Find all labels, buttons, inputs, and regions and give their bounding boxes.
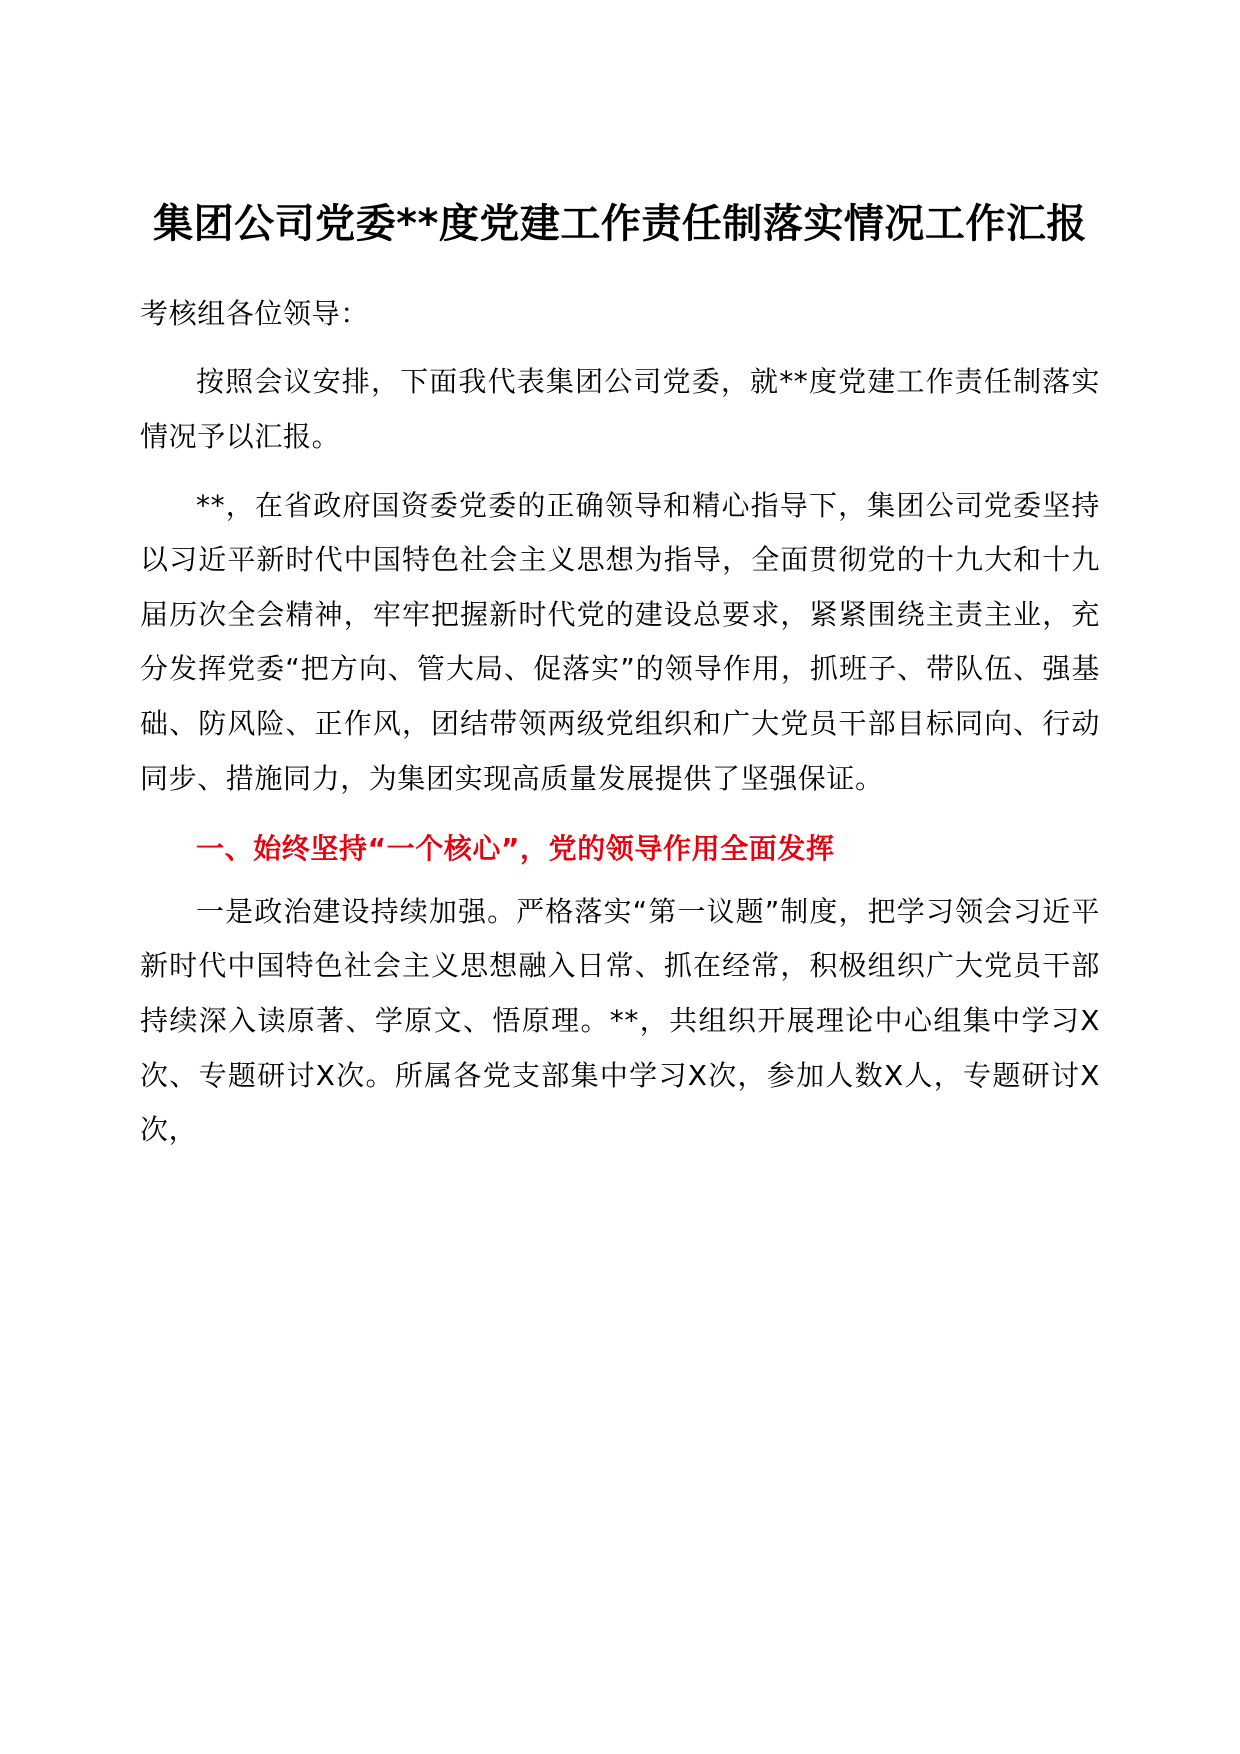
paragraph-2: **，在省政府国资委党委的正确领导和精心指导下，集团公司党委坚持以习近平新时代中国特色社会主义思想为指导，全面贯彻党的十九大和十九届历次全会精神，牢牢把握新时代党的建设总要求，紧紧围绕主责主业，充分发挥党委“把方向、管大局、促落实”的领导作用，抓班子、带队伍、强基础、防风险、正作风，团结带领两级党组织和广大党员干部目标同向、行动同步、措施同力，为集团实现高质量发展提供了坚强保证。	[140, 488, 1100, 795]
paragraph-1: 按照会议安排，下面我代表集团公司党委，就**度党建工作责任制落实情况予以汇报。	[140, 365, 1100, 453]
page-title: 集团公司党委**度党建工作责任制落实情况工作汇报	[153, 201, 1087, 247]
section-one-paragraph-1: 一是政治建设持续加强。严格落实“第一议题”制度，把学习领会习近平新时代中国特色社会主义思想融入日常、抓在经常，积极组织广大党员干部持续深入读原著、学原文、悟原理。**，共组织开展理论中心组集中学习X次、专题研讨X次。所属各党支部集中学习X次，参加人数X人，专题研讨X次，	[140, 894, 1100, 1147]
salutation: 考核组各位领导：	[140, 296, 369, 330]
section-heading-one: 一、始终坚持“一个核心”，党的领导作用全面发挥	[196, 832, 835, 866]
